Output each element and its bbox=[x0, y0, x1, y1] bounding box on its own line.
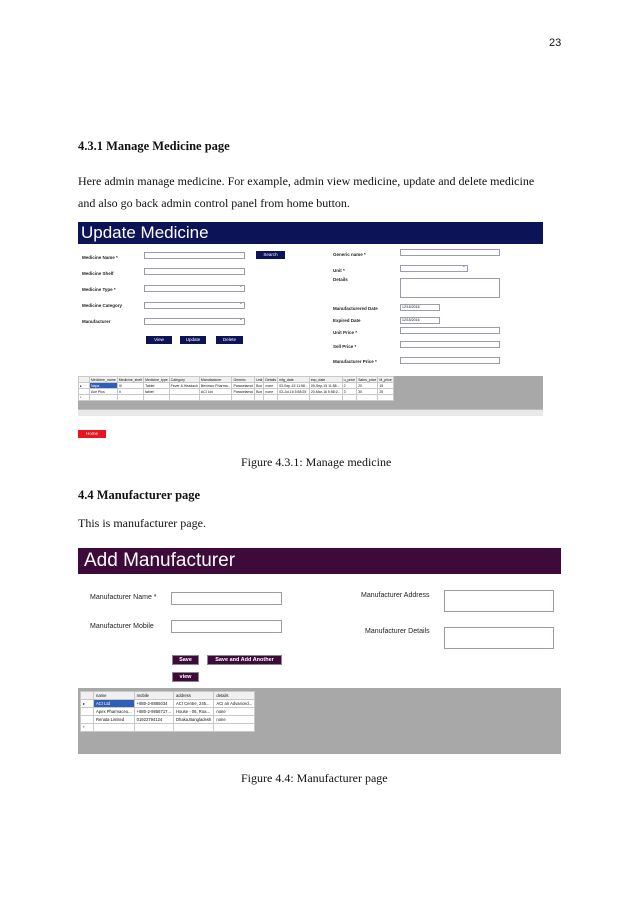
table-cell[interactable]: 3 bbox=[342, 389, 356, 395]
table-cell[interactable]: Ace Plus bbox=[90, 389, 118, 395]
expired-date-label: Expired Date bbox=[333, 318, 361, 323]
section-heading-manage-medicine: 4.3.1 Manage Medicine page bbox=[78, 139, 230, 153]
table-cell[interactable]: 03-Jul-16 5:58:25 bbox=[278, 389, 310, 395]
table-cell[interactable]: tablet bbox=[144, 389, 170, 395]
unit-price-label: Unit Price * bbox=[333, 330, 358, 335]
manufacturer-details-label: Manufacturer Details bbox=[365, 628, 430, 635]
table-cell[interactable]: Fever & Headach bbox=[170, 383, 198, 388]
sell-price-input[interactable] bbox=[400, 341, 500, 348]
details-label: Details bbox=[333, 277, 348, 282]
table-cell[interactable]: II bbox=[117, 389, 143, 395]
paragraph-manufacturer: This is manufacturer page. bbox=[78, 516, 206, 530]
table-row[interactable] bbox=[81, 700, 255, 708]
table-cell[interactable]: Tablet bbox=[144, 383, 170, 389]
manufactured-date-picker[interactable]: 12/15/2016 bbox=[400, 304, 440, 311]
table-row[interactable] bbox=[81, 708, 255, 716]
table-cell[interactable]: Beximco Pharma... bbox=[200, 383, 231, 388]
table-cell[interactable]: 01922794124 bbox=[134, 716, 173, 724]
paragraph-line-2: and also go back admin control panel from home button. bbox=[78, 196, 350, 210]
medicine-shelf-label: Medicine Shelf bbox=[82, 271, 114, 276]
row-header-cell bbox=[81, 692, 94, 700]
view-button[interactable]: view bbox=[172, 672, 199, 682]
table-cell[interactable]: Paracetamol bbox=[233, 383, 254, 388]
row-header-cell[interactable] bbox=[81, 708, 94, 716]
column-header[interactable]: address bbox=[173, 692, 213, 700]
column-header[interactable]: M_price bbox=[379, 377, 392, 382]
expired-date-picker[interactable]: 12/15/2016 bbox=[400, 317, 440, 324]
manufacturer-data-grid[interactable] bbox=[78, 688, 561, 754]
new-row-star-icon: * bbox=[81, 724, 94, 732]
column-header[interactable]: name bbox=[94, 692, 135, 700]
medicine-category-select[interactable] bbox=[144, 302, 245, 309]
view-button[interactable]: View bbox=[146, 336, 172, 344]
medicine-data-grid[interactable] bbox=[78, 376, 543, 416]
column-header[interactable]: mobile bbox=[134, 692, 173, 700]
medicine-name-input[interactable] bbox=[144, 252, 245, 259]
add-manufacturer-title: Add Manufacturer bbox=[78, 548, 561, 574]
manufacturer-mobile-input[interactable] bbox=[171, 620, 282, 633]
manufacturer-address-input[interactable] bbox=[444, 590, 554, 612]
table-cell[interactable]: House - 06, Roa... bbox=[173, 708, 213, 716]
table-cell[interactable]: none bbox=[264, 383, 278, 389]
column-header[interactable]: details bbox=[214, 692, 255, 700]
column-header[interactable]: exp_date bbox=[309, 377, 342, 383]
manufacturer-price-input[interactable] bbox=[400, 357, 500, 364]
column-header[interactable]: u_price bbox=[343, 377, 356, 382]
generic-name-input[interactable] bbox=[400, 249, 500, 256]
table-cell[interactable]: ACI Ltd bbox=[199, 389, 232, 395]
manufacturer-table bbox=[80, 691, 255, 732]
manufacturer-select[interactable] bbox=[144, 318, 245, 325]
manufacturer-price-label: Manufacturer Price * bbox=[333, 359, 377, 364]
save-button[interactable]: Save bbox=[172, 655, 199, 665]
manufacturer-mobile-label: Manufacturer Mobile bbox=[90, 623, 154, 630]
save-and-add-another-button[interactable]: Save and Add Another bbox=[207, 655, 282, 665]
paragraph-line-1: Here admin manage medicine. For example, admin view medicine, update and delete medicine bbox=[78, 174, 535, 188]
unit-price-input[interactable] bbox=[400, 327, 500, 334]
column-header[interactable]: Medicine_name bbox=[91, 377, 116, 382]
table-cell[interactable]: ACI an Advanced... bbox=[214, 700, 255, 708]
update-button[interactable]: Update bbox=[180, 336, 206, 344]
table-cell[interactable]: none bbox=[264, 389, 278, 395]
generic-name-label: Generic name * bbox=[333, 252, 366, 257]
table-cell[interactable]: Renata Limited bbox=[94, 716, 135, 724]
column-header[interactable]: Medicine_type bbox=[145, 377, 168, 382]
details-textarea[interactable] bbox=[400, 278, 500, 298]
column-header[interactable]: Category bbox=[169, 377, 199, 383]
manufacturer-address-label: Manufacturer Address bbox=[361, 592, 430, 599]
table-cell[interactable]: none bbox=[214, 716, 255, 724]
manufacturer-label: Manufacturer bbox=[82, 319, 111, 324]
new-row[interactable] bbox=[81, 724, 255, 732]
table-cell[interactable]: none bbox=[214, 708, 255, 716]
manufacturer-details-input[interactable] bbox=[444, 627, 554, 649]
table-cell[interactable]: 25 bbox=[378, 389, 393, 395]
new-row[interactable] bbox=[79, 395, 394, 401]
delete-button[interactable]: Delete bbox=[216, 336, 243, 344]
figure-caption-2: Figure 4.4: Manufacturer page bbox=[241, 771, 388, 785]
table-header-row bbox=[81, 692, 255, 700]
table-cell[interactable]: Dhaka,Bangladesh bbox=[173, 716, 213, 724]
page-number: 23 bbox=[549, 37, 562, 49]
medicine-table bbox=[78, 376, 394, 401]
table-cell[interactable]: III bbox=[117, 383, 143, 389]
table-cell[interactable]: 20 bbox=[357, 383, 378, 389]
table-cell[interactable]: Apex Pharmaceu... bbox=[94, 708, 135, 716]
manufacturer-name-label: Manufacturer Name * bbox=[90, 594, 157, 601]
row-selector-arrow-icon[interactable]: ▸ bbox=[79, 383, 90, 389]
column-header[interactable]: Unit bbox=[256, 377, 263, 382]
column-header[interactable]: Manufacturer bbox=[199, 377, 232, 383]
medicine-shelf-input[interactable] bbox=[144, 268, 245, 275]
table-cell[interactable]: 15 bbox=[378, 383, 393, 389]
table-cell[interactable]: ACI Ltd bbox=[94, 700, 135, 708]
table-cell[interactable]: 09-Sep-15 11:58... bbox=[309, 383, 342, 389]
table-row[interactable] bbox=[81, 716, 255, 724]
unit-label: Unit * bbox=[333, 268, 345, 273]
update-medicine-screenshot bbox=[78, 222, 543, 436]
home-button[interactable]: Home bbox=[78, 430, 106, 438]
table-cell[interactable]: ACI Centre, 245... bbox=[173, 700, 213, 708]
manufacturer-name-input[interactable] bbox=[171, 592, 282, 605]
table-cell[interactable]: 2 bbox=[342, 383, 356, 389]
table-cell[interactable]: 20-Mar-16 5:58:2... bbox=[310, 389, 341, 394]
table-cell[interactable]: +880-2-9856717... bbox=[134, 708, 173, 716]
sell-price-label: Sell Price * bbox=[333, 344, 357, 349]
column-header[interactable]: Generic bbox=[232, 377, 255, 383]
row-header-cell[interactable] bbox=[81, 716, 94, 724]
medicine-type-label: Medicine Type * bbox=[82, 287, 116, 292]
medicine-name-label: Medicine Name * bbox=[82, 255, 118, 260]
manufactured-date-label: Manufacturered Date bbox=[333, 306, 378, 311]
medicine-category-label: Medicine Category bbox=[82, 303, 123, 308]
search-button[interactable]: Search bbox=[256, 251, 285, 259]
column-header[interactable]: mfg_date bbox=[278, 377, 310, 383]
column-header[interactable]: Sales_price bbox=[358, 377, 377, 382]
table-cell[interactable]: +880-2-8885034 bbox=[134, 700, 173, 708]
table-cell[interactable]: Paracetamol bbox=[233, 389, 254, 394]
table-cell[interactable]: Box bbox=[256, 389, 263, 394]
table-cell[interactable]: Napa bbox=[90, 383, 118, 389]
table-cell[interactable]: 03-Sep-15 11:58... bbox=[279, 383, 308, 388]
column-header[interactable]: Details bbox=[265, 377, 277, 382]
horizontal-scrollbar[interactable] bbox=[78, 409, 543, 416]
table-cell[interactable]: Box bbox=[256, 383, 263, 388]
add-manufacturer-screenshot bbox=[78, 548, 561, 754]
figure-caption-1: Figure 4.3.1: Manage medicine bbox=[241, 455, 392, 469]
section-heading-manufacturer: 4.4 Manufacturer page bbox=[78, 488, 201, 502]
unit-select[interactable] bbox=[400, 265, 468, 272]
row-selector-arrow-icon[interactable]: ▸ bbox=[81, 700, 94, 708]
column-header[interactable]: Medicine_shelf bbox=[118, 377, 143, 382]
new-row-star-icon: * bbox=[79, 395, 90, 401]
update-medicine-title: Update Medicine bbox=[78, 222, 543, 244]
table-cell[interactable]: 30 bbox=[357, 389, 378, 395]
medicine-type-select[interactable] bbox=[144, 285, 245, 292]
